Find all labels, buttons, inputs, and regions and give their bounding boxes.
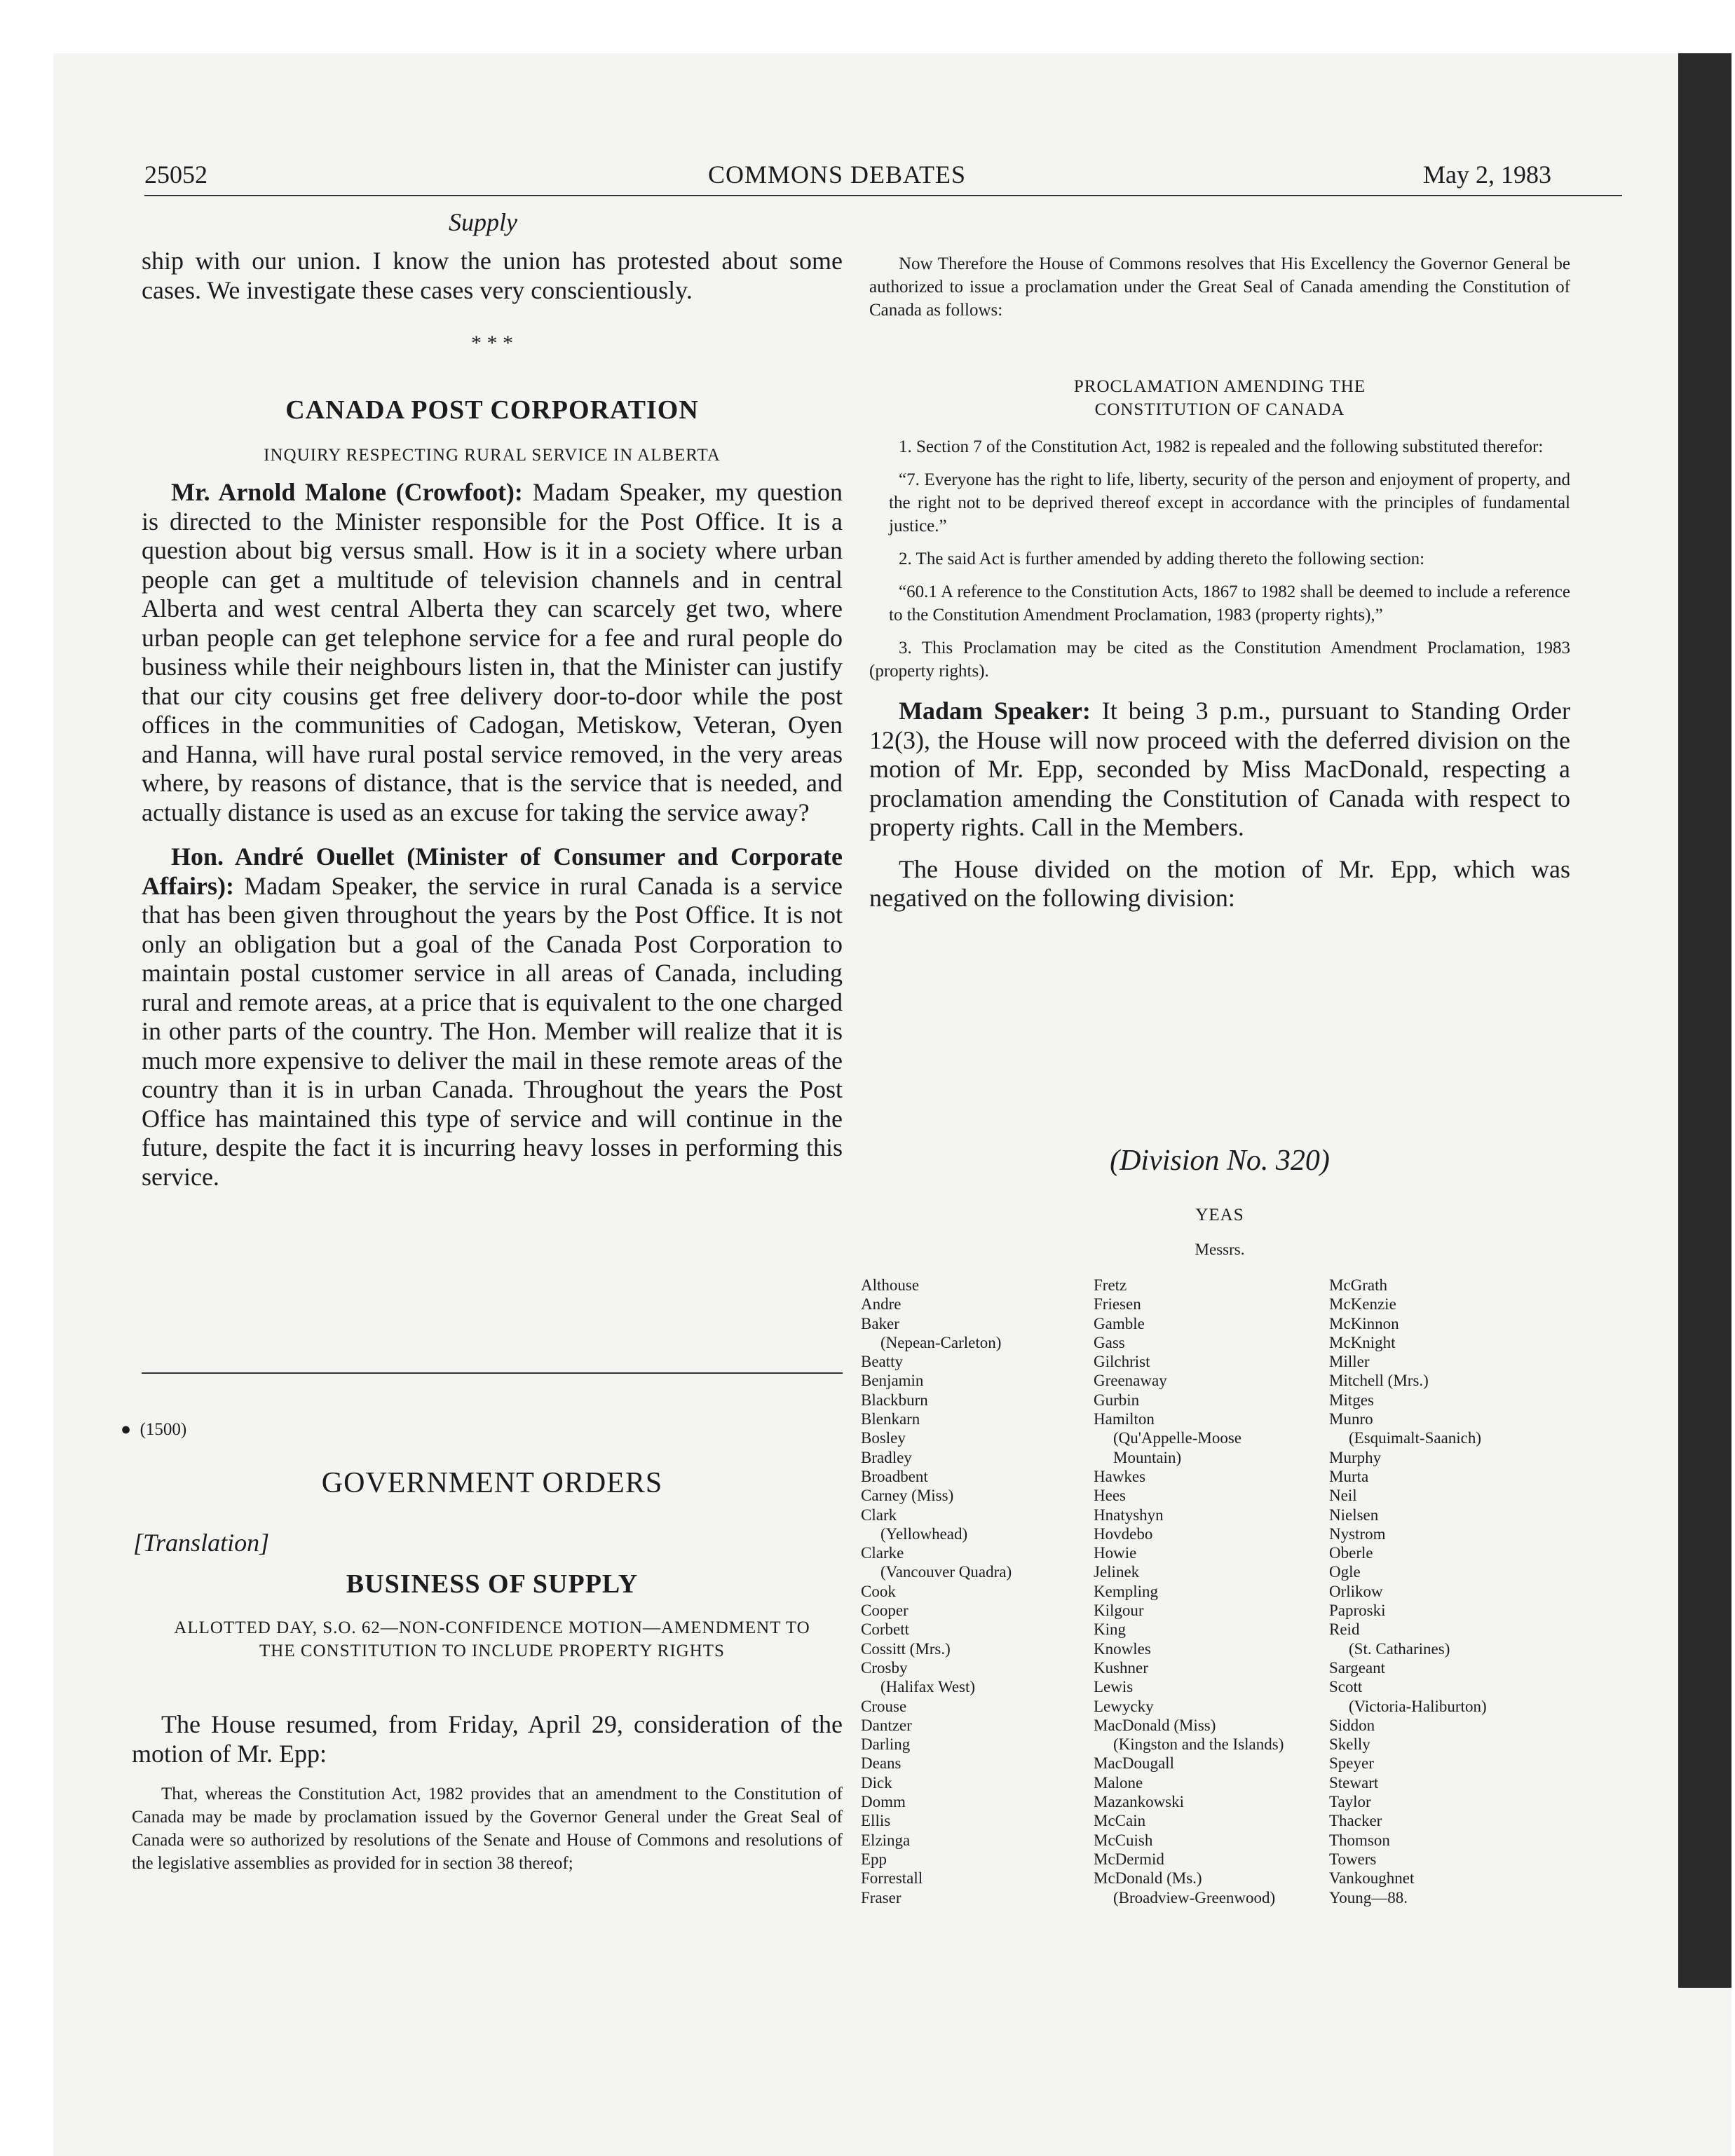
member-name: McDonald (Ms.) [1094, 1869, 1202, 1888]
member-name: Bradley [861, 1448, 912, 1466]
member-name: Crosby [861, 1658, 908, 1677]
yeas-list-column-1 [861, 1276, 1012, 1907]
right-column [869, 252, 1570, 913]
section-title: Supply [449, 208, 517, 236]
proclamation-item-2: 2. The said Act is further amended by adding thereto the following section: [899, 550, 1425, 568]
proclamation-heading-line-1: PROCLAMATION AMENDING THE [1073, 377, 1366, 396]
member-name: McDermid [1094, 1850, 1164, 1868]
member-name: Paproski [1329, 1602, 1386, 1620]
speaker-name: Madam Speaker: [899, 697, 1091, 725]
motion-text: That, whereas the Constitution Act, 1982 provides that an amendment to the Constitution of Canada may be made by proclamation issued by the Governor General under the Great Seal of Canada were so authorized by resolutions of the Senate and House of Commons and resolutions of the legislative assemblies as provided for in section 38 thereof; [132, 1785, 843, 1873]
allotted-day-subheading: ALLOTTED DAY, S.O. 62—NON-CONFIDENCE MOTION—AMENDMENT TO THE CONSTITUTION TO INCLUDE PROPERTY RIGHTS [174, 1618, 810, 1660]
carryover-paragraph: ship with our union. I know the union has protested about some cases. We investigate these cases very conscientiously. [142, 247, 843, 304]
member-name: Cossitt (Mrs.) [861, 1639, 951, 1658]
member-name: Gurbin [1094, 1391, 1140, 1409]
header-rule [144, 195, 1622, 196]
member-name: Benjamin [861, 1372, 924, 1390]
member-name: Friesen [1094, 1295, 1141, 1314]
member-name: (Victoria-Haliburton) [1349, 1697, 1487, 1715]
member-name: Dick [861, 1773, 892, 1792]
member-name: Hawkes [1094, 1467, 1146, 1485]
government-orders-heading: GOVERNMENT ORDERS [321, 1467, 663, 1499]
member-name: Thacker [1329, 1812, 1382, 1830]
yeas-list-column-2 [1094, 1276, 1284, 1907]
member-name: Ellis [861, 1812, 891, 1830]
member-name: Neil [1329, 1487, 1357, 1505]
member-name: (Halifax West) [880, 1678, 976, 1696]
member-name: Gamble [1094, 1314, 1145, 1332]
scan-edge [1678, 53, 1731, 1988]
member-name: Hnatyshyn [1094, 1506, 1164, 1524]
member-name: Scott [1329, 1678, 1363, 1696]
member-name: Kilgour [1094, 1602, 1144, 1620]
member-name: Murta [1329, 1467, 1369, 1485]
member-name: Hamilton [1094, 1410, 1155, 1428]
proclamation-item-3: 3. This Proclamation may be cited as the Constitution Amendment Proclamation, 1983 (property rights). [869, 639, 1570, 681]
member-name: Orlikow [1329, 1582, 1383, 1600]
bullet-icon: ● [121, 1420, 132, 1439]
member-name: Nielsen [1329, 1506, 1379, 1524]
speaker-paragraph [869, 697, 1570, 842]
member-name: Gilchrist [1094, 1353, 1150, 1371]
member-name: Jelinek [1094, 1563, 1140, 1581]
member-name: Greenaway [1094, 1372, 1167, 1390]
member-name: Crouse [861, 1697, 907, 1715]
member-name: McCain [1094, 1812, 1146, 1830]
member-name: (Esquimalt-Saanich) [1349, 1429, 1482, 1447]
member-name: (Kingston and the Islands) [1113, 1735, 1284, 1754]
member-name: Epp [861, 1850, 887, 1868]
member-name: Kempling [1094, 1582, 1158, 1600]
member-name: Taylor [1329, 1793, 1371, 1811]
member-name: Cooper [861, 1602, 909, 1620]
yeas-label: YEAS [1195, 1206, 1244, 1224]
member-name: Reid [1329, 1621, 1360, 1639]
member-name: McKinnon [1329, 1314, 1399, 1332]
member-name: Vankoughnet [1329, 1869, 1415, 1888]
member-name: MacDougall [1094, 1754, 1174, 1773]
member-name: (Nepean-Carleton) [880, 1333, 1002, 1351]
member-name: Miller [1329, 1353, 1370, 1371]
division-intro: The House divided on the motion of Mr. Epp, which was negatived on the following division: [869, 854, 1570, 912]
canada-post-heading: CANADA POST CORPORATION [285, 395, 699, 425]
messrs-label: Messrs. [1195, 1241, 1245, 1258]
member-name: Knowles [1094, 1639, 1151, 1658]
timestamp: (1500) [140, 1420, 187, 1439]
speaker-name: Hon. André Ouellet (Minister of Consumer and Corporate Affairs): [142, 842, 843, 900]
member-name: McKenzie [1329, 1295, 1396, 1314]
member-name: Nystrom [1329, 1524, 1386, 1543]
member-name: Skelly [1329, 1735, 1370, 1754]
speech-text: It being 3 p.m., pursuant to Standing Order 12(3), the House will now proceed with the deferred division on the motion of Mr. Epp, seconded by Miss MacDonald, respecting a proclamation amending the Constitution of Canada with respect to property rights. Call in the Members. [869, 697, 1571, 841]
page-date: May 2, 1983 [1423, 161, 1551, 189]
member-name: Howie [1094, 1544, 1137, 1562]
member-name: Ogle [1329, 1563, 1361, 1581]
member-name: Oberle [1329, 1544, 1373, 1562]
canada-post-subheading: INQUIRY RESPECTING RURAL SERVICE IN ALBERTA [264, 446, 721, 465]
resumed-paragraph: The House resumed, from Friday, April 29, consideration of the motion of Mr. Epp: [132, 1710, 843, 1768]
member-name: Bosley [861, 1429, 906, 1447]
member-name: Elzinga [861, 1831, 911, 1849]
member-name: King [1094, 1621, 1126, 1639]
ouellet-answer [142, 842, 843, 1192]
member-name: Speyer [1329, 1754, 1374, 1773]
member-name: Corbett [861, 1621, 909, 1639]
quoted-section-60: “60.1 A reference to the Constitution Acts, 1867 to 1982 shall be deemed to include a reference to the Constitution Amendment Proclamation, 1983 (property rights),” [889, 582, 1570, 625]
member-name: Towers [1329, 1850, 1377, 1868]
page-number: 25052 [144, 161, 207, 189]
publication-title: COMMONS DEBATES [708, 161, 967, 189]
malone-question [142, 478, 843, 827]
translation-note: [Translation] [133, 1529, 270, 1557]
proclamation-item-1: 1. Section 7 of the Constitution Act, 1982 is repealed and the following substituted therefor: [899, 437, 1544, 456]
member-name: Blackburn [861, 1391, 928, 1409]
member-name: Mitges [1329, 1391, 1374, 1409]
member-name: McKnight [1329, 1333, 1396, 1351]
proclamation-heading-line-2: CONSTITUTION OF CANADA [1094, 400, 1345, 419]
member-name: Carney (Miss) [861, 1487, 954, 1505]
member-name: Clark [861, 1506, 897, 1524]
member-name: Mazankowski [1094, 1793, 1185, 1811]
quoted-section-7: “7. Everyone has the right to life, liberty, security of the person and enjoyment of property, and the right not to be deprived thereof except in accordance with the principles of fundamental justice.” [889, 470, 1570, 535]
member-name: Gass [1094, 1333, 1125, 1351]
division-title: (Division No. 320) [1110, 1145, 1330, 1177]
speaker-name: Mr. Arnold Malone (Crowfoot): [171, 478, 523, 506]
member-name: (Vancouver Quadra) [880, 1563, 1012, 1581]
member-name: Darling [861, 1735, 911, 1754]
section-break: * * * [471, 332, 513, 355]
member-name: Mountain) [1113, 1448, 1182, 1466]
motion-section [132, 1710, 843, 1875]
member-name: (Qu'Appelle-Moose [1113, 1429, 1241, 1447]
now-therefore-paragraph: Now Therefore the House of Commons resolves that His Excellency the Governor General be authorized to issue a proclamation under the Great Seal of Canada amending the Constitution of Canada as follows: [869, 254, 1570, 320]
member-name: Kushner [1094, 1658, 1148, 1677]
member-name: (St. Catharines) [1349, 1639, 1450, 1658]
member-name: Andre [861, 1295, 901, 1314]
left-column [142, 247, 843, 1192]
member-name: Malone [1094, 1773, 1143, 1792]
member-name: Lewis [1094, 1678, 1134, 1696]
business-of-supply-heading: BUSINESS OF SUPPLY [346, 1569, 639, 1599]
member-name: Munro [1329, 1410, 1373, 1428]
member-name: Sargeant [1329, 1658, 1386, 1677]
supply-section [142, 1569, 843, 1663]
member-name: Broadbent [861, 1467, 928, 1485]
member-name: Clarke [861, 1544, 904, 1562]
yeas-list-column-3 [1329, 1276, 1487, 1907]
member-name: Hees [1094, 1487, 1126, 1505]
member-name: Fraser [861, 1888, 901, 1906]
timestamp-marker [121, 1420, 186, 1440]
member-name: Deans [861, 1754, 901, 1773]
member-name: Young—88. [1329, 1888, 1408, 1906]
member-name: Hovdebo [1094, 1524, 1153, 1543]
member-name: McCuish [1094, 1831, 1153, 1849]
member-name: Dantzer [861, 1716, 912, 1734]
speech-text: Madam Speaker, the service in rural Canada is a service that has been given throughout the years by the Post Office. It is not only an obligation but a goal of the Canada Post Corporation to maintain postal customer service in all areas of Canada, including rural and remote areas, at a price that is equivalent to the one charged in other parts of the country. The Hon. Member will realize that it is much more expensive to deliver the mail in these remote areas of the country than it is in urban Canada. Throughout the years the Post Office has maintained this type of service and will continue in the future, despite the fact it is incurring heavy losses in performing this service. [142, 871, 843, 1191]
member-name: Forrestall [861, 1869, 923, 1888]
member-name: Cook [861, 1582, 896, 1600]
member-name: Stewart [1329, 1773, 1379, 1792]
member-name: Blenkarn [861, 1410, 920, 1428]
member-name: Beatty [861, 1353, 904, 1371]
member-name: Althouse [861, 1276, 920, 1294]
speech-text: Madam Speaker, my question is directed to the Minister responsible for the Post Office. It is a question about big versus small. How is it in a society where urban people can get a multitude of television channels and in central Alberta and west central Alberta they can scarcely get two, where urban people can get telephone service for a fee and rural people do business while their neighbours listen in, that the Minister can justify that our city cousins get free delivery door-to-door while the post offices in the communities of Cadogan, Metiskow, Veteran, Oyen and Hanna, will have rural postal service removed, in the very areas where, by reasons of distance, that is the service that is needed, and actually distance is used as an excuse for taking the service away? [142, 478, 843, 826]
member-name: Baker [861, 1314, 899, 1332]
member-name: Thomson [1329, 1831, 1390, 1849]
member-name: Murphy [1329, 1448, 1382, 1466]
member-name: Lewycky [1094, 1697, 1154, 1715]
member-name: Siddon [1329, 1716, 1375, 1734]
member-name: Domm [861, 1793, 906, 1811]
member-name: MacDonald (Miss) [1094, 1716, 1216, 1734]
member-name: (Yellowhead) [880, 1524, 968, 1543]
member-name: Fretz [1094, 1276, 1127, 1294]
member-name: McGrath [1329, 1276, 1388, 1294]
column-rule [142, 1372, 843, 1374]
member-name: Mitchell (Mrs.) [1329, 1372, 1429, 1390]
member-name: (Broadview-Greenwood) [1113, 1888, 1276, 1906]
